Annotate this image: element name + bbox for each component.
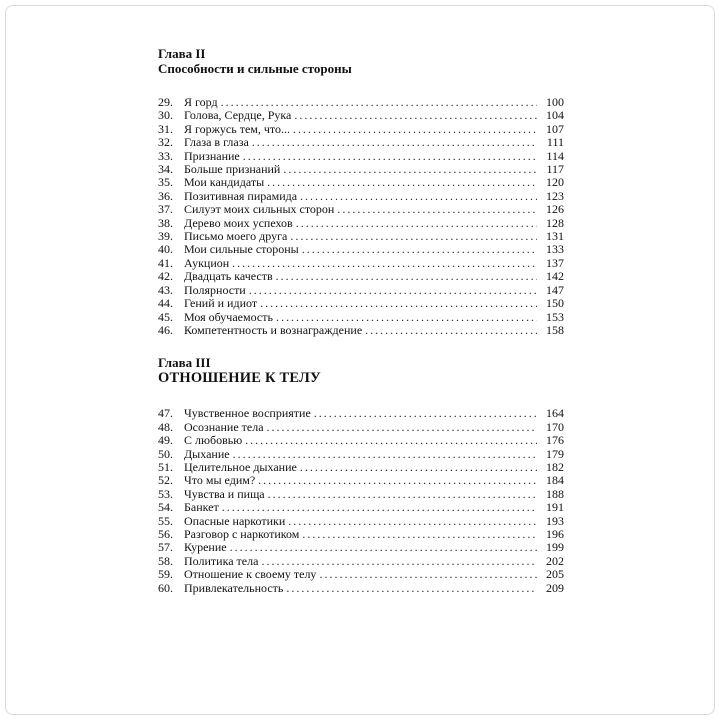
- dot-leader: [290, 230, 537, 243]
- toc-row: [158, 434, 564, 447]
- dot-leader: [260, 297, 537, 310]
- entry-title: Полярности: [184, 282, 246, 297]
- toc-row: [158, 217, 564, 230]
- entry-title: Чувственное восприятие: [184, 406, 311, 421]
- entry-page: 107: [546, 121, 564, 136]
- entry-page: 182: [546, 459, 564, 474]
- entry-number: 46.: [158, 322, 173, 337]
- entry-title: Я горд: [184, 95, 218, 109]
- toc-row: [158, 501, 564, 514]
- dot-leader: [302, 528, 537, 541]
- entry-page: 179: [546, 446, 564, 461]
- entry-page: 184: [546, 473, 564, 488]
- toc-row: [158, 515, 564, 528]
- toc-row: [158, 230, 564, 243]
- entry-title: Я горжусь тем, что...: [184, 121, 291, 136]
- dot-leader: [286, 582, 537, 595]
- entry-number: 31.: [158, 121, 173, 136]
- entry-number: 29.: [158, 95, 173, 109]
- entry-page: 164: [546, 406, 564, 421]
- entry-number: 41.: [158, 255, 173, 270]
- dot-leader: [267, 421, 537, 434]
- toc-row: [158, 474, 564, 487]
- toc-row: [158, 297, 564, 310]
- entry-number: 32.: [158, 135, 173, 150]
- toc-row: [158, 555, 564, 568]
- entry-title: Больше признаний: [184, 162, 281, 177]
- entry-page: 131: [546, 229, 564, 244]
- dot-leader: [288, 515, 537, 528]
- dot-leader: [283, 163, 537, 176]
- entry-title: С любовью: [184, 433, 243, 448]
- entry-title: Целительное дыхание: [184, 459, 297, 474]
- chapter-heading: [158, 355, 564, 387]
- entry-page: 133: [546, 242, 564, 257]
- dot-leader: [276, 311, 537, 324]
- entry-page: 114: [546, 148, 564, 163]
- entry-title: Силуэт моих сильных сторон: [184, 202, 335, 217]
- entry-title: Осознание тела: [184, 419, 264, 434]
- entry-page: 176: [546, 433, 564, 448]
- entry-title: Привлекательность: [184, 580, 284, 595]
- entry-number: 47.: [158, 406, 173, 421]
- toc-row: [158, 136, 564, 149]
- dot-leader: [232, 257, 537, 270]
- entry-title: Банкет: [184, 500, 219, 515]
- dot-leader: [252, 136, 537, 149]
- dot-leader: [243, 150, 537, 163]
- entry-title: Разговор с наркотиком: [184, 526, 300, 541]
- entries-list: [158, 96, 564, 337]
- toc-row: [158, 407, 564, 420]
- entry-title: Письмо моего друга: [184, 229, 288, 244]
- entry-page: 153: [546, 309, 564, 324]
- dot-leader: [300, 190, 537, 203]
- chapter-number: Глава III: [158, 355, 211, 371]
- dot-leader: [276, 270, 537, 283]
- entry-page: 104: [546, 108, 564, 123]
- entry-page: 147: [546, 282, 564, 297]
- entry-page: 128: [546, 215, 564, 230]
- entry-title: Что мы едим?: [184, 473, 256, 488]
- dot-leader: [249, 284, 537, 297]
- entry-page: 199: [546, 540, 564, 555]
- entry-number: 42.: [158, 269, 173, 284]
- entry-number: 38.: [158, 215, 173, 230]
- entry-number: 50.: [158, 446, 173, 461]
- toc-row: [158, 123, 564, 136]
- entry-page: 123: [546, 188, 564, 203]
- entry-title: Признание: [184, 148, 240, 163]
- entry-number: 49.: [158, 433, 173, 448]
- toc-row: [158, 528, 564, 541]
- dot-leader: [221, 96, 537, 109]
- toc-row: [158, 284, 564, 297]
- entry-number: 30.: [158, 108, 173, 123]
- entry-page: 193: [546, 513, 564, 528]
- entry-number: 33.: [158, 148, 173, 163]
- entry-page: 205: [546, 567, 564, 582]
- entry-page: 170: [546, 419, 564, 434]
- entry-page: 120: [546, 175, 564, 190]
- entry-number: 56.: [158, 526, 173, 541]
- chapter-title: Способности и сильные стороны: [158, 61, 352, 76]
- dot-leader: [268, 488, 537, 501]
- entry-title: Компетентность и вознаграждение: [184, 322, 363, 337]
- toc-row: [158, 257, 564, 270]
- entry-number: 34.: [158, 162, 173, 177]
- entry-number: 40.: [158, 242, 173, 257]
- dot-leader: [319, 568, 537, 581]
- entry-page: 117: [546, 162, 564, 177]
- entry-title: Чувства и пища: [184, 486, 265, 501]
- toc-row: [158, 190, 564, 203]
- entry-title: Моя обучаемость: [184, 309, 273, 324]
- dot-leader: [261, 555, 537, 568]
- entry-title: Дыхание: [184, 446, 230, 461]
- entry-page: 111: [546, 135, 564, 150]
- entry-number: 57.: [158, 540, 173, 555]
- entries-list: [158, 407, 564, 595]
- entry-page: 100: [546, 95, 564, 109]
- entry-title: Гений и идиот: [184, 296, 258, 311]
- entry-number: 54.: [158, 500, 173, 515]
- dot-leader: [267, 176, 537, 189]
- entry-page: 196: [546, 526, 564, 541]
- dot-leader: [245, 434, 537, 447]
- entry-title: Отношение к своему телу: [184, 567, 317, 582]
- dot-leader: [314, 407, 537, 420]
- chapter-number: Глава II: [158, 46, 206, 61]
- entry-number: 60.: [158, 580, 173, 595]
- entry-title: Позитивная пирамида: [184, 188, 298, 203]
- entry-number: 55.: [158, 513, 173, 528]
- toc-row: [158, 109, 564, 122]
- chapter-title: ОТНОШЕНИЕ К ТЕЛУ: [158, 370, 321, 387]
- toc-row: [158, 568, 564, 581]
- entry-number: 35.: [158, 175, 173, 190]
- toc-row: [158, 150, 564, 163]
- entry-title: Глаза в глаза: [184, 135, 249, 150]
- chapter-heading: [158, 46, 564, 76]
- toc-row: [158, 243, 564, 256]
- entry-number: 45.: [158, 309, 173, 324]
- entry-title: Курение: [184, 540, 227, 555]
- toc-row: [158, 163, 564, 176]
- entry-page: 137: [546, 255, 564, 270]
- toc-row: [158, 488, 564, 501]
- entry-number: 51.: [158, 459, 173, 474]
- entry-number: 58.: [158, 553, 173, 568]
- entry-page: 150: [546, 296, 564, 311]
- toc-row: [158, 324, 564, 337]
- entry-number: 52.: [158, 473, 173, 488]
- dot-leader: [258, 474, 537, 487]
- entry-number: 37.: [158, 202, 173, 217]
- toc-row: [158, 541, 564, 554]
- entry-page: 209: [546, 580, 564, 595]
- entry-page: 191: [546, 500, 564, 515]
- toc-row: [158, 270, 564, 283]
- toc-row: [158, 582, 564, 595]
- entry-number: 53.: [158, 486, 173, 501]
- toc-row: [158, 448, 564, 461]
- toc-content: [158, 46, 564, 595]
- entry-page: 126: [546, 202, 564, 217]
- dot-leader: [302, 243, 537, 256]
- entry-number: 48.: [158, 419, 173, 434]
- dot-leader: [233, 448, 537, 461]
- entry-title: Мои сильные стороны: [184, 242, 299, 257]
- toc-row: [158, 203, 564, 216]
- dot-leader: [222, 501, 537, 514]
- toc-row: [158, 96, 564, 109]
- entry-number: 59.: [158, 567, 173, 582]
- dot-leader: [296, 217, 537, 230]
- toc-row: [158, 311, 564, 324]
- entry-title: Дерево моих успехов: [184, 215, 293, 230]
- entry-number: 39.: [158, 229, 173, 244]
- toc-row: [158, 421, 564, 434]
- entry-title: Двадцать качеств: [184, 269, 273, 284]
- dot-leader: [300, 461, 537, 474]
- dot-leader: [230, 541, 537, 554]
- dot-leader: [365, 324, 537, 337]
- entry-page: 202: [546, 553, 564, 568]
- entry-title: Мои кандидаты: [184, 175, 265, 190]
- entry-page: 188: [546, 486, 564, 501]
- entry-title: Опасные наркотики: [184, 513, 286, 528]
- entry-number: 44.: [158, 296, 173, 311]
- entry-page: 158: [546, 322, 564, 337]
- entry-page: 142: [546, 269, 564, 284]
- toc-row: [158, 461, 564, 474]
- toc-section: [158, 355, 564, 595]
- entry-number: 36.: [158, 188, 173, 203]
- toc-row: [158, 176, 564, 189]
- toc-section: [158, 46, 564, 337]
- dot-leader: [294, 109, 537, 122]
- dot-leader: [293, 123, 537, 136]
- entry-number: 43.: [158, 282, 173, 297]
- entry-title: Политика тела: [184, 553, 259, 568]
- dot-leader: [337, 203, 537, 216]
- entry-title: Аукцион: [184, 255, 230, 270]
- entry-title: Голова, Сердце, Рука: [184, 108, 292, 123]
